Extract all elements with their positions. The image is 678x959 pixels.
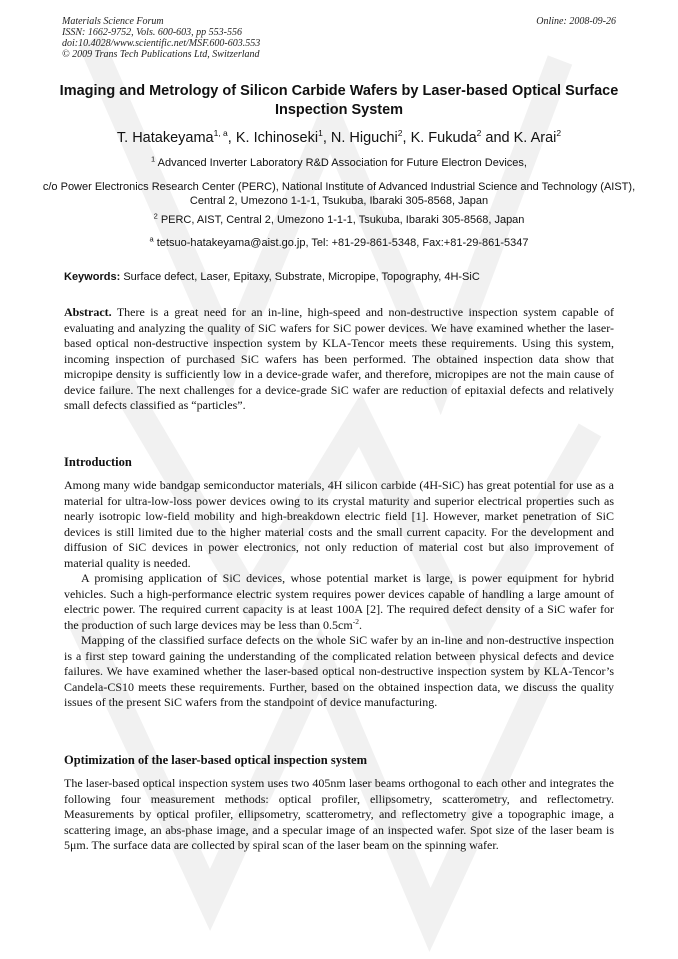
keywords-label: Keywords: [64,271,121,283]
copyright-line: © 2009 Trans Tech Publications Ltd, Switzerland [62,49,260,60]
paper-title: Imaging and Metrology of Silicon Carbide Wafers by Laser-based Optical Surface Inspection System [59,83,619,118]
paragraph: Mapping of the classified surface defects on the whole SiC wafer by an in-line and non-destructive inspection is a first step toward gaining the understanding of the complicated relation between physical defects and device failures. We have examined whether the laser-based optical non-destructive inspection system by KLA-Tencor’s Candela-CS10 meets these requirements. Further, based on the obtained inspection data, we discuss the quality issues of the present SiC wafers from the standpoint of device manufacturing. [64,633,614,709]
abstract [64,305,614,414]
issn-line: ISSN: 1662-9752, Vols. 600-603, pp 553-556 [62,27,242,38]
author-affiliation-mark: 2 [556,128,562,139]
author-affiliation-mark: 1, a [213,128,228,139]
author: N. Higuchi [330,130,398,146]
introduction-body [64,478,614,711]
author: K. Arai [513,130,557,146]
section-heading-optimization: Optimization of the laser-based optical inspection system [64,753,367,767]
abstract-text: There is a great need for an in-line, high-speed and non-destructive inspection system capable of evaluating and analyzing the quality of SiC wafers for SiC power devices. We have examined whether the laser-based optical non-destructive inspection system by KLA-Tencor meets these requirements. Using this system, incoming inspection of purchased SiC wafers has been performed. The obtained inspection data show that micropipe density is sufficiently low in a device-grade wafer, and therefore, micropipes are not the main cause of device failure. The next challenges for a device-grade SiC wafer are reduction of epitaxial defects and relatively small defects classified as “particles”. [64,305,614,412]
affiliation-1: $^1$ Advanced Inverter Laboratory R&D Association for Future Electron Devices, [151,154,527,169]
journal-name: Materials Science Forum [62,16,164,27]
keywords-text: Surface defect, Laser, Epitaxy, Substrate, Micropipe, Topography, 4H-SiC [123,271,480,283]
paragraph: The laser-based optical inspection system uses two 405nm laser beams orthogonal to each other and integrates the following four measurement methods: optical profiler, ellipsometry, scatterometry, and reflectometry. Measurements by optical profiler, ellipsometry, scatterometry, and reflectometry give a topographic image, a scattering image, an abs-phase image, and a specular image of an inspected wafer. Spot size of the laser beam is 5μm. The surface data are collected by spiral scan of the laser beam on the spinning wafer. [64,776,614,852]
keywords-line [64,271,616,283]
author: T. Hatakeyama [116,130,214,146]
author-list: T. Hatakeyama$^{1, a}$, K. Ichinoseki$^1$, N. Higuchi$^2$, K. Fukuda$^2$ and K. Arai$^2$ [116,128,562,146]
journal-header [62,16,260,60]
affiliation-2: $^2$ PERC, AIST, Central 2, Umezono 1-1-1, Tsukuba, Ibaraki 305-8568, Japan [153,211,525,226]
optimization-body [64,776,614,854]
author: K. Ichinoseki [235,130,319,146]
author-affiliation-mark: 2 [397,128,403,139]
section-heading-introduction: Introduction [64,455,132,469]
author-affiliation-mark: 2 [476,128,482,139]
affiliation-1-continued: c/o Power Electronics Research Center (PERC), National Institute of Advanced Industrial Science and Technology (AIST), Central 2, Umezono 1-1-1, Tsukuba, Ibaraki 305-8568, Japan [42,181,636,207]
author-affiliation-mark: 1 [318,128,323,139]
online-date: Online: 2008-09-26 [536,16,616,27]
author: K. Fukuda [410,130,477,146]
paragraph: A promising application of SiC devices, whose potential market is large, is power equipment for hybrid vehicles. Such a high-performance electric system requires power devices capable of handling a large amount of electric power. The required current capacity is at least 100A [2]. The required defect density of a SiC wafer for the production of such large devices may be less than $0.5cm^{-2}$. [64,571,614,632]
abstract-label: Abstract. [64,305,112,319]
paragraph: Among many wide bandgap semiconductor materials, 4H silicon carbide (4H-SiC) has great potential for use as a material for ultra-low-loss power devices owing to its crystal maturity and superior electrical properties such as nearly isotropic low-field mobility and high-breakdown electric field [1]. However, market penetration of SiC devices is still limited due to the higher material costs and the small current capacity. For the development and diffusion of SiC devices in power electronics, not only reduction of material cost but also improvement of material quality is needed. [64,478,614,570]
contact-email: $^a$ tetsuo-hatakeyama@aist.go.jp, Tel: +81-29-861-5348, Fax:+81-29-861-5347 [149,234,529,249]
doi-line: doi:10.4028/www.scientific.net/MSF.600-603.553 [62,38,261,49]
